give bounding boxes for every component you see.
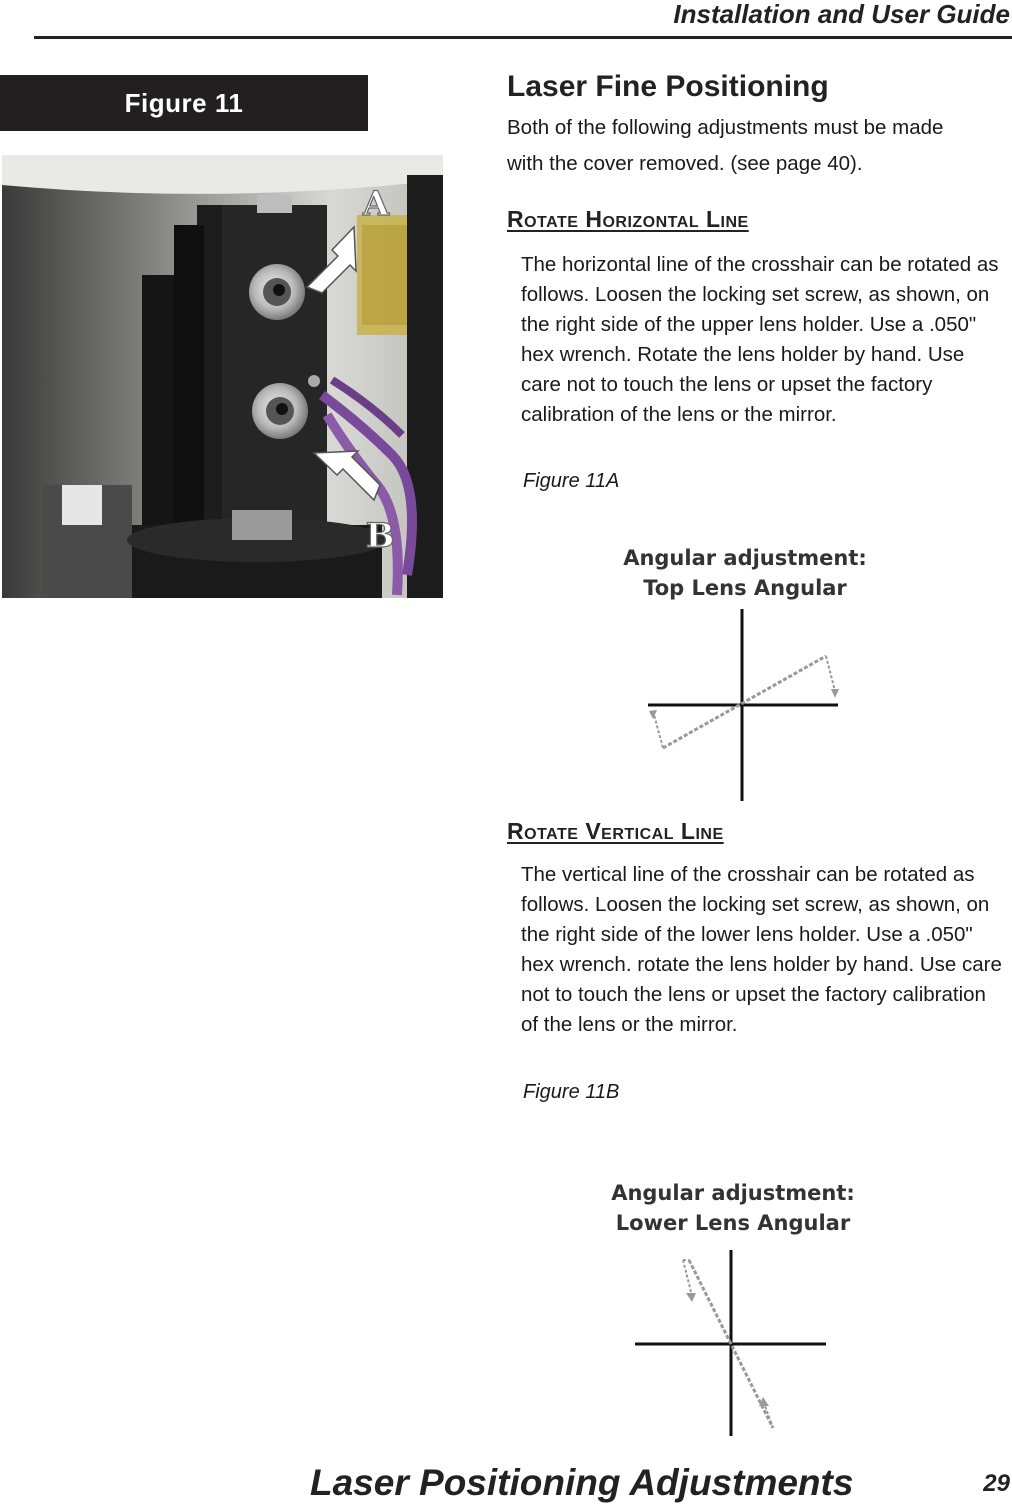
figure-label: Figure 11 bbox=[0, 75, 368, 131]
photo-marker-b: B bbox=[365, 516, 395, 556]
intro-text: Both of the following adjustments must be made with the cover removed. (see page 40). bbox=[507, 116, 944, 175]
diagram-a-title-line2: Top Lens Angular bbox=[643, 576, 847, 600]
rotate-horizontal-heading: Rotate Horizontal Line bbox=[507, 206, 749, 232]
diagram-b-title-line2: Lower Lens Angular bbox=[615, 1211, 851, 1235]
rotate-horizontal-body: The horizontal line of the crosshair can be rotated as follows. Loosen the locking set screw, as shown, on the right side of the upper lens holder. Use a .050" hex wrench. Rotate the lens holder by hand. Use care not to touch the lens or upset the factory calibration of the lens or the mirror. bbox=[521, 253, 999, 426]
rotate-vertical-heading: Rotate Vertical Line bbox=[507, 818, 724, 844]
laser-assembly-photo bbox=[2, 155, 443, 598]
rotate-vertical-body: The vertical line of the crosshair can be rotated as follows. Loosen the locking set screw, as shown, on the right side of the lower lens holder. Use a .050" hex wrench. rotate the lens holder by hand. Use care not to touch the lens or upset the factory calibration of the lens or the mirror. bbox=[521, 863, 1002, 1036]
crosshair-lower-lens bbox=[588, 1238, 878, 1438]
figure-11b-caption: Figure 11B bbox=[523, 1081, 620, 1103]
lower-lens-angular-diagram bbox=[588, 1178, 878, 1438]
section-title: Laser Fine Positioning bbox=[507, 70, 829, 103]
header-title: Installation and User Guide bbox=[673, 0, 1010, 29]
diagram-a-title-line1: Angular adjustment: bbox=[623, 546, 867, 570]
header-rule bbox=[34, 36, 1012, 39]
photo-marker-a: A bbox=[362, 184, 390, 224]
top-lens-angular-diagram bbox=[600, 543, 890, 803]
diagram-b-title-line1: Angular adjustment: bbox=[611, 1181, 855, 1205]
crosshair-top-lens bbox=[600, 603, 890, 803]
footer-title: Laser Positioning Adjustments bbox=[310, 1462, 854, 1503]
figure-11a-caption: Figure 11A bbox=[523, 470, 620, 492]
page-number: 29 bbox=[983, 1470, 1010, 1497]
